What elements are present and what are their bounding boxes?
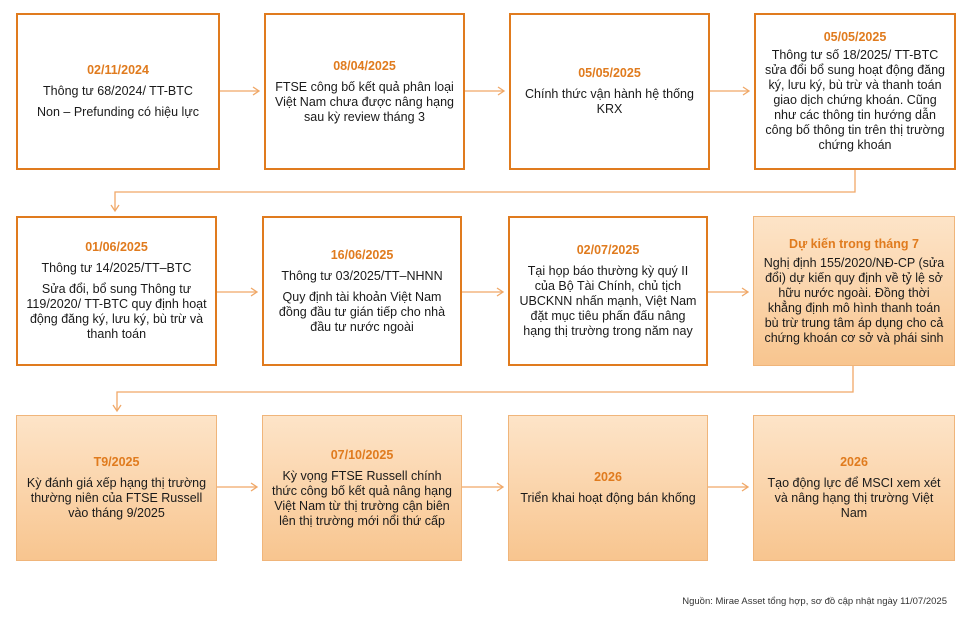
timeline-box-7 — [508, 216, 708, 366]
timeline-box-2 — [264, 13, 465, 170]
event-date: 2026 — [594, 470, 622, 484]
event-date: T9/2025 — [93, 455, 140, 469]
event-date: 02/11/2024 — [87, 63, 149, 77]
timeline-box-11 — [508, 415, 708, 561]
event-date: 02/07/2025 — [576, 243, 640, 257]
event-text: Thông tư 03/2025/TT–NHNN — [281, 268, 443, 283]
event-text: Quy định tài khoản Việt Nam đồng đầu tư gián tiếp cho nhà đầu tư nước ngoài — [278, 289, 446, 334]
event-date: 05/05/2025 — [823, 30, 887, 44]
event-date: 2026 — [840, 455, 868, 469]
event-text: Thông tư số 18/2025/ TT-BTC sửa đổi bổ sung hoạt động đăng ký, lưu ký, bù trừ và thanh toán giao dịch chứng khoán. Cũng như các thông tin hướng dẫn công bố thông tin trên thị trường chứng khoán — [764, 48, 946, 152]
event-text: Non – Prefunding có hiệu lực — [37, 105, 199, 119]
timeline-box-1 — [16, 13, 220, 170]
event-text: Chính thức vận hành hệ thống KRX — [525, 87, 694, 116]
source-note: Nguồn: Mirae Asset tổng hợp, sơ đồ cập nhật ngày 11/07/2025 — [682, 596, 947, 607]
event-text: Kỳ vọng FTSE Russell chính thức công bố kết quả nâng hạng Việt Nam từ thị trường cận biên lên thị trường mới nổi thứ cấp — [271, 468, 453, 528]
event-date: 16/06/2025 — [330, 247, 394, 262]
event-date: 08/04/2025 — [333, 58, 396, 73]
timeline-box-6 — [262, 216, 462, 366]
event-text: Thông tư 14/2025/TT–BTC — [41, 261, 192, 275]
timeline-box-9 — [16, 415, 217, 561]
timeline-box-4 — [754, 13, 956, 170]
event-date: 05/05/2025 — [578, 66, 641, 80]
event-text: Sửa đổi, bổ sung Thông tư 119/2020/ TT-BTC quy định hoạt động đăng ký, lưu ký, bù trừ và thanh toán — [26, 282, 207, 341]
event-text: Thông tư 68/2024/ TT-BTC — [43, 84, 193, 98]
event-date: Dự kiến trong tháng 7 — [789, 236, 919, 251]
timeline-box-3 — [509, 13, 710, 170]
event-date: 01/06/2025 — [85, 240, 148, 254]
event-text: FTSE công bố kết quả phân loại Việt Nam chưa được nâng hạng sau kỳ review tháng 3 — [275, 79, 454, 124]
event-text: Tại họp báo thường kỳ quý II của Bộ Tài Chính, chủ tịch UBCKNN nhấn mạnh, Việt Nam đặt mục tiêu phấn đấu nâng hạng thị trường trong năm nay — [519, 264, 697, 338]
event-date: 07/10/2025 — [330, 447, 394, 462]
event-text: Tạo động lực để MSCI xem xét và nâng hạng thị trường Việt Nam — [767, 476, 941, 520]
timeline-box-8 — [753, 216, 955, 366]
timeline-box-12 — [753, 415, 955, 561]
timeline-box-10 — [262, 415, 462, 561]
event-text: Triển khai hoạt động bán khống — [520, 491, 696, 505]
timeline-box-5 — [16, 216, 217, 366]
event-text: Kỳ đánh giá xếp hạng thị trường thường niên của FTSE Russell vào tháng 9/2025 — [26, 476, 207, 520]
event-text: Nghị định 155/2020/NĐ-CP (sửa đổi) dự kiến quy định về tỷ lệ sở hữu nước ngoài. Đồng thời khẳng định mô hình thanh toán bù trừ trung tâm áp dụng cho cả chứng khoán cơ sở và phái sinh — [763, 255, 945, 345]
